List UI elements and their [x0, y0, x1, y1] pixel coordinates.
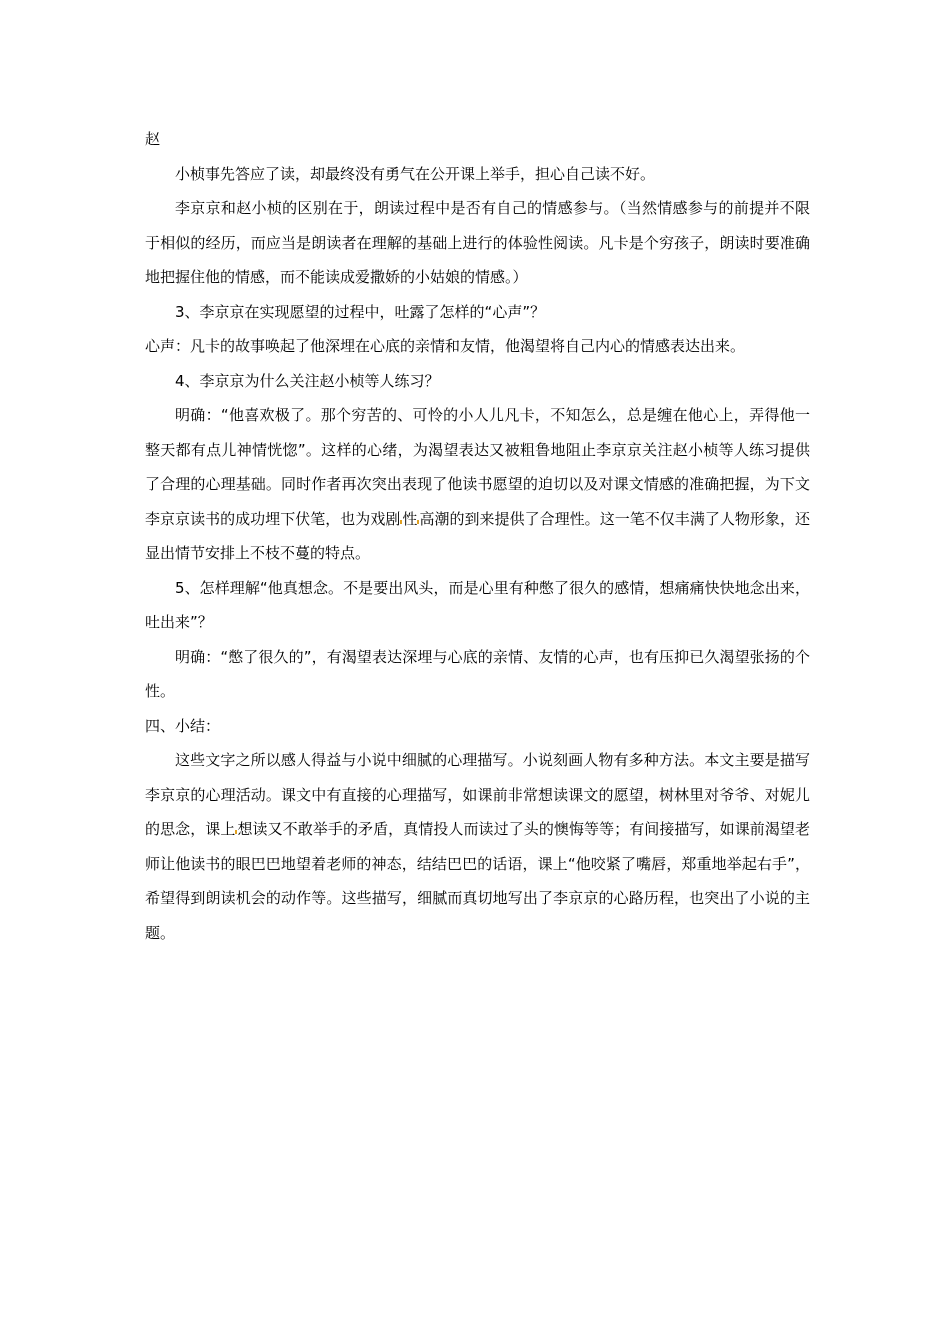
answer-4-part-1: 明确：“他喜欢极了。那个穷苦的、可怜的小人儿凡卡，不知怎么，总是缠在他心上，弄得他一整天都有点儿神情恍惚”。这样的心绪，为渴望表达又被粗鲁地阻止李京京关注赵小桢等人练习提供了合理的心理基础。同时作者再次突出表现了他读书愿望的迫切以及对课文情感的准确把握，为下文李京京读书的成功埋下伏笔，也为戏剧	[145, 406, 810, 528]
answer-5: 明确：“憋了很久的”，有渴望表达深埋与心底的亲情、友情的心声，也有压抑已久渴望张扬的个性。	[145, 647, 810, 700]
question-4: 4、李京京为什么关注赵小桢等人练习？	[175, 371, 440, 390]
summary-part-2: 想读又不敢举手的矛盾，真情投人而读过了头的懊悔等等；有间接描写，如课前渴望老师让他读书的眼巴巴地望着老师的神态，结结巴巴的话语，课上“他咬紧了嘴唇，郑重地举起右手”，希望得到朗读机会的动作等。这些描写，细腻而真切地写出了李京京的心路历程，也突出了小说的主题。	[145, 820, 810, 942]
question-5: 5、怎样理解“他真想念。不是要出风头，而是心里有种憋了很久的感情，想痛痛快快地念出来，吐出来”？	[145, 578, 810, 631]
answer-4-part-2: 性	[402, 509, 418, 528]
paragraph-3: 李京京和赵小桢的区别在于，朗读过程中是否有自己的情感参与。（当然情感参与的前提并不限于相似的经历，而应当是朗读者在理解的基础上进行的体验性阅读。凡卡是个穷孩子，朗读时要准确地把握住他的情感，而不能读成爱撒娇的小姑娘的情感。）	[145, 199, 810, 286]
document-body	[145, 122, 810, 950]
answer-4	[145, 398, 810, 571]
answer-4-part-3: 高潮的到来提供了合理性。这一笔不仅丰满了人物形象，还显出情节安排上不枝不蔓的特点。	[145, 509, 810, 562]
question-3: 3、李京京在实现愿望的过程中，吐露了怎样的“心声”？	[175, 302, 546, 321]
paragraph-2: 小桢事先答应了读，却最终没有勇气在公开课上举手，担心自己读不好。	[175, 164, 656, 183]
answer-3: 心声：凡卡的故事唤起了他深埋在心底的亲情和友情，他渴望将自己内心的情感表达出来。	[145, 337, 746, 355]
section-heading-summary: 四、小结：	[145, 716, 221, 735]
paragraph-1: 赵	[145, 130, 161, 148]
summary-part-1: 这些文字之所以感人得益与小说中细腻的心理描写。小说刻画人物有多种方法。本文主要是描写李京京的心理活动。课文中有直接的心理描写，如课前非常想读课文的愿望，树林里对爷爷、对妮儿的思念，课上	[145, 751, 810, 838]
summary-paragraph	[145, 743, 810, 950]
